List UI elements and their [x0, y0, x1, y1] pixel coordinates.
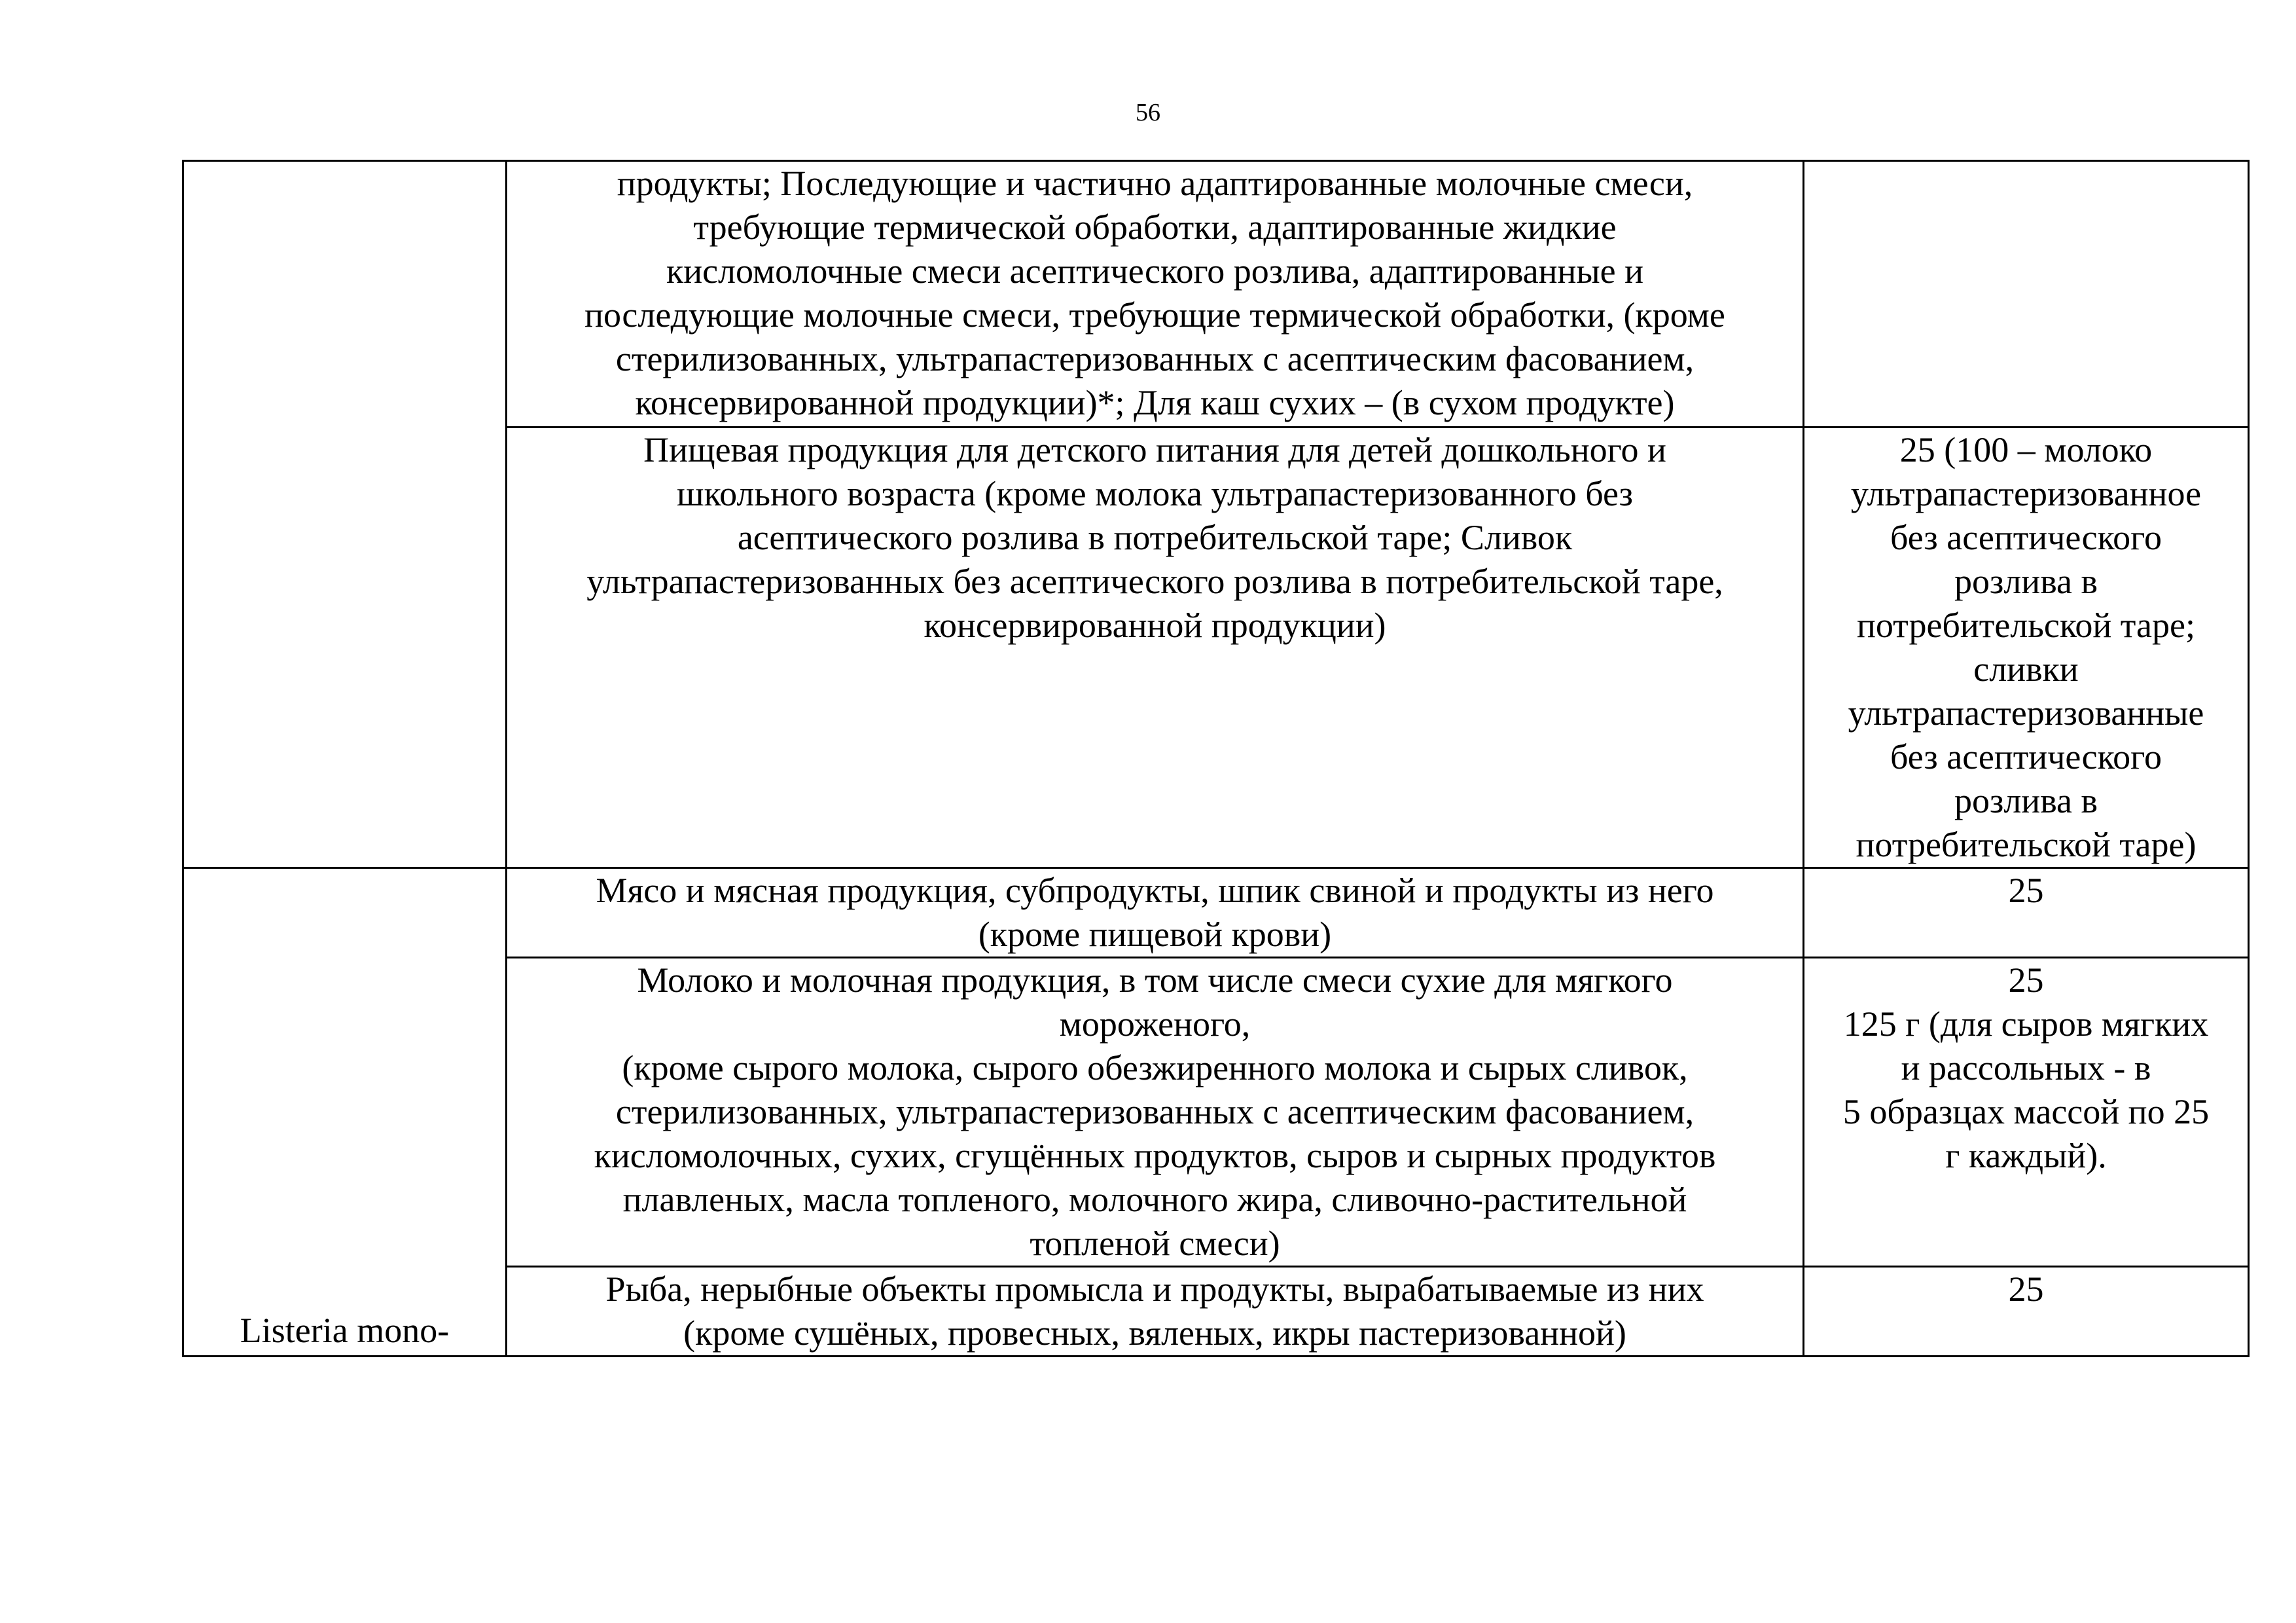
page-number: 56	[1136, 99, 1160, 126]
indicator-cell	[183, 161, 507, 868]
table-row	[183, 868, 2249, 958]
sample-mass-cell: 25 (100 – молоко ультрапастеризованное без асептического розлива в потребительской таре; сливки ультрапастеризованные без асептического розлива в потребительской таре)	[1804, 428, 2249, 868]
sample-mass-cell: 25	[1804, 868, 2249, 958]
product-group-cell: Молоко и молочная продукция, в том числе смеси сухие для мягкого мороженого, (кроме сырого молока, сырого обезжиренного молока и сырых сливок, стерилизованных, ультрапастеризованных с асептическим фасованием, кисломолочных, сухих, сгущённых продуктов, сыров и сырных продуктов плавленых, масла топленого, молочного жира, сливочно-растительной топленой смеси)	[507, 958, 1804, 1267]
sample-mass-cell: 25	[1804, 1267, 2249, 1357]
indicator-cell: Listeria mono-	[183, 868, 507, 1357]
table-row	[183, 161, 2249, 428]
product-group-cell: Рыба, нерыбные объекты промысла и продукты, вырабатываемые из них (кроме сушёных, провесных, вяленых, икры пастеризованной)	[507, 1267, 1804, 1357]
product-group-cell: Пищевая продукция для детского питания для детей дошкольного и школьного возраста (кроме молока ультрапастеризованного без асептического розлива в потребительской таре; Сливок ультрапастеризованных без асептического розлива в потребительской таре, консервированной продукции)	[507, 428, 1804, 868]
sample-mass-cell: 25 125 г (для сыров мягких и рассольных - в 5 образцах массой по 25 г каждый).	[1804, 958, 2249, 1267]
product-group-cell: продукты; Последующие и частично адаптированные молочные смеси, требующие термической обработки, адаптированные жидкие кисломолочные смеси асептического розлива, адаптированные и последующие молочные смеси, требующие термической обработки, (кроме стерилизованных, ультрапастеризованных с асептическим фасованием, консервированной продукции)*; Для каш сухих – (в сухом продукте)	[507, 161, 1804, 428]
requirements-table	[182, 160, 2250, 1357]
sample-mass-cell	[1804, 161, 2249, 428]
product-group-cell: Мясо и мясная продукция, субпродукты, шпик свиной и продукты из него (кроме пищевой крови)	[507, 868, 1804, 958]
